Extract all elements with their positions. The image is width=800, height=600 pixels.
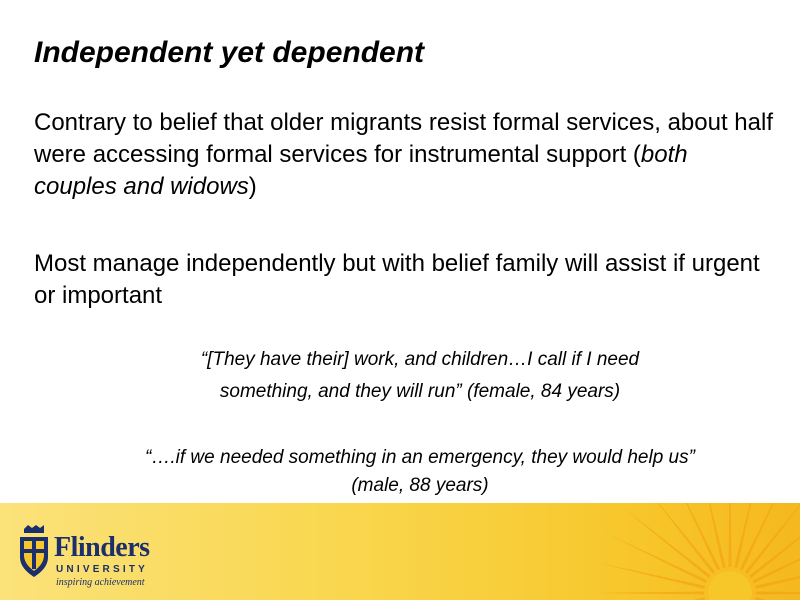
brand-tagline: inspiring achievement	[56, 577, 145, 588]
paragraph-formal-services	[34, 107, 774, 203]
paragraph-text: Contrary to belief that older migrants resist formal services, about half were accessing formal services for instrumental support (	[34, 109, 773, 168]
slide-title: Independent yet dependent	[34, 36, 425, 69]
sunburst-ray	[755, 562, 800, 589]
brand-name: Flinders	[54, 532, 150, 563]
sunburst-ray	[621, 506, 711, 578]
university-crest-icon	[18, 523, 50, 581]
quote-line: “[They have their] work, and children…I call if I need	[200, 349, 640, 370]
sunburst-ray	[728, 503, 731, 567]
brand-subtitle: UNIVERSITY	[56, 564, 149, 575]
quote-line: “….if we needed something in an emergency, they would help us”	[145, 447, 695, 468]
sunburst-ray	[749, 506, 800, 578]
sunburst-ray	[600, 562, 705, 589]
paragraph-independence: Most manage independently but with belief family will assist if urgent or important	[34, 250, 760, 309]
paragraph-italic-text: both couples and widows	[34, 141, 688, 200]
sunburst-ray	[753, 532, 800, 583]
sunburst-ray	[600, 591, 704, 594]
quote-line: something, and they will run” (female, 84 years)	[219, 381, 621, 402]
paragraph-text-end: )	[248, 173, 257, 200]
sunburst-graphic	[600, 503, 800, 600]
flinders-logo	[14, 517, 164, 589]
quote-female	[120, 344, 720, 408]
sunburst-ray	[756, 591, 800, 594]
quote-male	[60, 444, 780, 500]
footer-band	[0, 503, 800, 600]
quote-line: (male, 88 years)	[351, 475, 489, 496]
